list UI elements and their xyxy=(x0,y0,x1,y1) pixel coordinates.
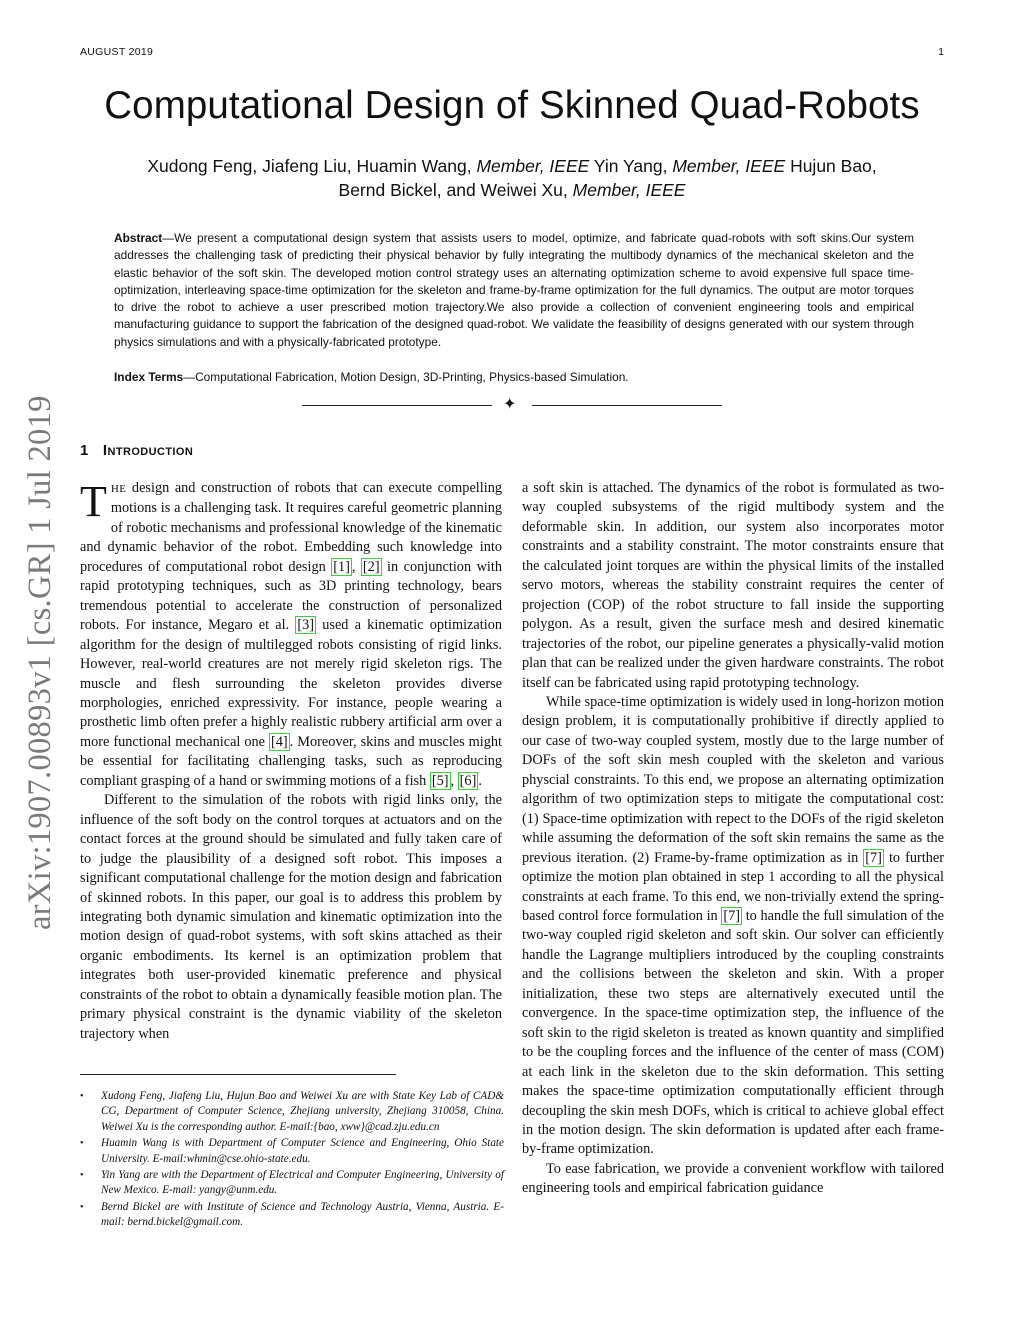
text-run: , xyxy=(351,558,361,575)
footnote-list xyxy=(80,1089,504,1232)
paper-title: Computational Design of Skinned Quad-Robots xyxy=(104,84,920,127)
drop-cap-rest: HE xyxy=(110,483,127,495)
paragraph-2: Different to the simulation of the robots with rigid links only, the influence of the soft body on the control torques at actuators and on the contact forces at the ground should be simulated and fully taken care of to judge the plausibility of a designed soft robot. This imposes a significant computational challenge for the motion design and fabrication of skinned robots. In this paper, our goal is to address this problem by integrating both dynamic simulation and kinematic optimization into the motion design of quad-robot systems, with soft skins attached as their organic embodiments. Its kernel is an optimization problem that integrates both user-provided kinematic preference and physical constraints of the robot to obtain a dynamically feasible motion plan. The primary physical constraint is the dynamic viability of the skeleton trajectory when xyxy=(80,792,502,1042)
bullet-icon: • xyxy=(80,1138,84,1150)
paragraph-4 xyxy=(522,693,944,1160)
citation-link[interactable]: [4] xyxy=(271,733,288,750)
citation-link[interactable]: [5] xyxy=(431,772,449,789)
section-divider xyxy=(302,396,722,416)
footnote-rule xyxy=(80,1074,396,1075)
author-names-3: Hujun Bao, xyxy=(790,156,877,176)
divider-line-left xyxy=(302,405,492,406)
section-heading xyxy=(80,442,193,459)
divider-diamond-icon: ✦ xyxy=(503,396,517,413)
index-terms xyxy=(114,370,914,384)
footnote-item xyxy=(80,1200,504,1231)
paragraph-5: To ease fabrication, we provide a convenient workflow with tailored engineering tools and empirical fabrication guidance xyxy=(522,1160,944,1197)
text-run: . Moreover, skins and muscles might be essential for facilitating challenging tasks, such as reproducing compliant grasping of a hand or swimming motions of a fish xyxy=(80,733,502,789)
abstract xyxy=(114,230,914,351)
author-affil-1: Member, IEEE xyxy=(476,156,590,176)
citation-link[interactable]: [7] xyxy=(865,849,882,866)
paragraph-1 xyxy=(80,479,502,791)
bullet-icon: • xyxy=(80,1201,84,1213)
text-run: to handle the full simulation of the two-way coupled rigid skeleton and soft skin. Our solver can efficiently handle the Lagrange multipliers introduced by the coupling constraints and the collisions between the skeleton and skin. With a proper initialization, these two steps are alternatively executed until the convergence. In the space-time optimization step, the influence of the soft skin to the rigid skeleton is treated as known quantity and simplified to be the coupling forces and the influence of the center of mass (COM) at each link in the skeleton due to the skin deformation. This setting makes the space-time optimization computationally efficient through decoupling the skin mesh DOFs, which is critical to achieve global effect in the motion design. The skin deformation is updated after each frame-by-frame optimization. xyxy=(522,907,945,1158)
footnote-item xyxy=(80,1136,504,1167)
author-names-1: Xudong Feng, Jiafeng Liu, Huamin Wang, xyxy=(147,156,472,176)
author-names-4: Bernd Bickel, and Weiwei Xu, xyxy=(338,180,568,200)
citation-link[interactable]: [3] xyxy=(297,617,315,634)
section-title-initial: I xyxy=(102,442,108,459)
text-run: in conjunction with rapid prototyping techniques, such as 3D printing technology, bears tremendous potential to accelerate the construction of personalized robots. For instance, Megaro et al. xyxy=(80,558,502,634)
author-line-1 xyxy=(100,154,924,178)
arxiv-stamp: arXiv:1907.00893v1 [cs.GR] 1 Jul 2019 xyxy=(22,395,58,930)
text-run: . xyxy=(478,772,482,789)
citation-link[interactable]: [2] xyxy=(362,558,380,575)
citation-link[interactable]: [7] xyxy=(723,907,741,924)
author-list xyxy=(100,154,924,202)
footnote-text: Bernd Bickel are with Institute of Science and Technology Austria, Vienna, Austria. E-mail: bernd.bickel@gmail.com. xyxy=(101,1200,504,1229)
text-run: , xyxy=(450,772,458,789)
abstract-text: —We present a computational design system that assists users to model, optimize, and fabricate quad-robots with soft skins.Our system addresses the challenging task of predicting their physical behavior by fully integrating the multibody dynamics of the mechanical skeleton and the elastic behavior of the soft skin. The developed motion control strategy uses an alternating optimization scheme to avoid expensive full space time-optimization, interleaving space-time optimization for the skeleton and frame-by-frame optimization for the full dynamics. The output are motor torques to drive the robot to achieve a user prescribed motion trajectory.We also provide a collection of convenient engineering tools and empirical manufacturing guidance to support the fabrication of the designed quad-robot. We validate the feasibility of designs generated with our system through physics simulations and with a physically-fabricated prototype. xyxy=(114,231,914,349)
index-terms-label: Index Terms xyxy=(114,370,184,384)
text-run: design and construction of robots that can execute compelling motions is a challenging task. It requires careful geometric planning of robotic mechanisms and professional knowledge of the kinematic and dynamic behavior of the robot. Embedding such knowledge into procedures of computational robot design xyxy=(80,480,502,575)
bullet-icon: • xyxy=(80,1091,84,1102)
author-line-2 xyxy=(100,178,924,202)
section-number: 1 xyxy=(80,442,89,459)
section-title-rest: NTRODUCTION xyxy=(107,446,194,458)
page-number: 1 xyxy=(938,46,944,58)
footnote-text: Huamin Wang is with Department of Computer Science and Engineering, Ohio State University. E-mail:whmin@cse.ohio-state.edu. xyxy=(101,1137,504,1165)
index-terms-text: —Computational Fabrication, Motion Design, 3D-Printing, Physics-based Simulation. xyxy=(183,370,629,384)
citation-link[interactable]: [6] xyxy=(459,772,477,789)
footnote-item xyxy=(80,1168,504,1199)
text-run: While space-time optimization is widely used in long-horizon motion design problem, it is computationally prohibitive if directly applied to our case of two-way coupled system, mostly due to the large number of DOFs of the soft skin mesh coupled with the skeleton and various physcial constraints. To this end, we propose an alternating optimization algorithm of two optimization steps to mitigate the computational cost: (1) Space-time optimization with repect to the DOFs of the rigid skeleton while assuming the deformation of the soft skin remains the same as the previous iteration. (2) Frame-by-frame optimization as in xyxy=(522,693,944,866)
divider-line-right xyxy=(532,405,722,406)
left-column xyxy=(80,479,502,1044)
footnote-text: Yin Yang are with the Department of Electrical and Computer Engineering, University of New Mexico. E-mail: yangy@unm.edu. xyxy=(101,1169,504,1197)
text-run: to further optimize the motion plan obtained in step 1 according to all the physical constraints at each frame. To this end, we non-trivially extend the spring-based control force formulation in xyxy=(522,849,944,924)
text-run: used a kinematic optimization algorithm for the design of multilegged robots consisting of rigid links. However, real-world creatures are not merely rigid skeleton rigs. The muscle and flesh surrounding the skeleton provides diverse morphologies, enriched expressivity. For instance, people wearing a prosthetic limb often prefer a highly realistic rubbery artificial arm over a more functional mechanical one xyxy=(80,617,502,750)
drop-cap: T xyxy=(80,477,107,526)
citation-link[interactable]: [1] xyxy=(333,558,350,575)
author-affil-3: Member, IEEE xyxy=(572,180,686,200)
running-header-date: AUGUST 2019 xyxy=(80,46,154,58)
abstract-label: Abstract xyxy=(114,231,163,245)
bullet-icon: • xyxy=(80,1170,84,1182)
paragraph-3: a soft skin is attached. The dynamics of the robot is formulated as two-way coupled subsystems of the rigid multibody system and the deformable skin. In addition, our system also incorporates motor constraints and a stability constraint. The motor constraints ensure that the calculated joint torques are within the physical limits of the installed servo motors, whereas the stability constraint requires the center of projection (COP) of the robot structure to fall inside the supporting polygon. As a result, given the surface mesh and desired kinematic trajectories of the robot, our pipeline generates a physically-valid motion plan that can be realized under the given hardware constraints. The robot itself can be fabricated using rapid prototyping technology. xyxy=(522,480,944,691)
footnote-item xyxy=(80,1089,504,1135)
author-affil-2: Member, IEEE xyxy=(672,156,786,176)
author-names-2: Yin Yang, xyxy=(593,156,668,176)
footnote-text: Xudong Feng, Jiafeng Liu, Hujun Bao and Weiwei Xu are with State Key Lab of CAD& CG, Department of Computer Science, Zhejiang university, Zhejiang 310058, China. Weiwei Xu is the corresponding author. E-mail:{bao, xww}@cad.zju.edu.cn xyxy=(101,1090,504,1133)
right-column xyxy=(522,479,944,1199)
